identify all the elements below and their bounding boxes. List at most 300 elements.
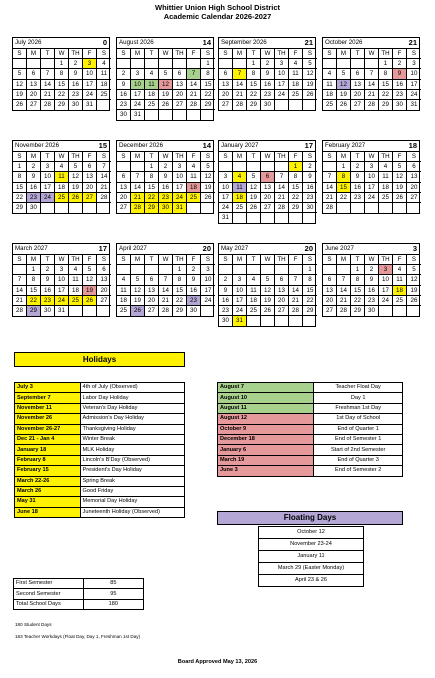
empty-day-cell <box>83 203 97 213</box>
weekday-label: F <box>187 152 201 162</box>
empty-day-cell <box>69 203 83 213</box>
empty-day-cell <box>379 203 393 213</box>
day-cell: 23 <box>219 306 233 316</box>
month-header <box>323 244 419 255</box>
day-cell: 19 <box>201 183 215 193</box>
month-school-day-count: 20 <box>304 244 313 253</box>
day-cell: 1 <box>145 162 159 172</box>
day-cell: 14 <box>289 286 303 296</box>
empty-day-cell <box>159 59 173 69</box>
day-cell: 8 <box>13 172 27 182</box>
holiday-name: Thanksgiving Holiday <box>80 424 184 434</box>
day-cell: 7 <box>289 275 303 285</box>
day-cell: 16 <box>261 80 275 90</box>
day-cell: 25 <box>55 193 69 203</box>
day-cell: 4 <box>247 275 261 285</box>
weekday-label: M <box>233 49 247 59</box>
day-cell: 22 <box>27 296 41 306</box>
day-cell: 8 <box>173 275 187 285</box>
weekday-label: S <box>13 255 27 265</box>
day-cell: 27 <box>219 100 233 110</box>
day-cell: 29 <box>27 306 41 316</box>
day-cell: 15 <box>145 183 159 193</box>
empty-day-cell <box>13 59 27 69</box>
day-cell: 9 <box>219 286 233 296</box>
day-cell: 22 <box>351 296 365 306</box>
day-cell: 23 <box>27 193 41 203</box>
day-cell: 30 <box>117 110 131 120</box>
day-cell: 20 <box>27 90 41 100</box>
day-cell: 27 <box>97 296 111 306</box>
day-cell: 13 <box>275 286 289 296</box>
day-cell: 18 <box>187 183 201 193</box>
day-cell: 1 <box>289 162 303 172</box>
weekday-label: W <box>159 49 173 59</box>
day-cell: 11 <box>233 183 247 193</box>
day-cell: 3 <box>83 59 97 69</box>
day-cell: 24 <box>219 203 233 213</box>
holiday-row <box>15 466 185 476</box>
day-cell: 15 <box>337 183 351 193</box>
holidays-title: Holidays <box>14 352 185 367</box>
holiday-name: Memorial Day Holiday <box>80 497 184 507</box>
weekday-label: T <box>247 152 261 162</box>
month-header <box>13 38 109 49</box>
month-header <box>13 244 109 255</box>
empty-day-cell <box>41 59 55 69</box>
weekday-label: F <box>187 49 201 59</box>
empty-day-cell <box>55 203 69 213</box>
day-cell: 9 <box>303 172 317 182</box>
weekday-label: S <box>117 152 131 162</box>
empty-day-cell <box>275 100 289 110</box>
weekday-label: S <box>97 255 111 265</box>
day-cell: 4 <box>233 172 247 182</box>
day-cell: 12 <box>13 80 27 90</box>
floating-day: April 23 & 26 <box>259 575 364 587</box>
empty-day-cell <box>117 59 131 69</box>
weekday-label: W <box>261 49 275 59</box>
day-cell: 4 <box>393 265 407 275</box>
day-cell: 25 <box>69 296 83 306</box>
day-cell: 21 <box>159 296 173 306</box>
day-cell: 8 <box>351 275 365 285</box>
day-cell: 2 <box>69 59 83 69</box>
month-name: April 2027 <box>119 245 147 252</box>
month-school-day-count: 0 <box>102 38 107 47</box>
day-cell: 28 <box>365 100 379 110</box>
day-cell: 12 <box>303 69 317 79</box>
day-cell: 14 <box>365 80 379 90</box>
day-cell: 1 <box>351 265 365 275</box>
day-cell: 23 <box>117 100 131 110</box>
weekday-label: T <box>145 152 159 162</box>
day-cell: 12 <box>261 286 275 296</box>
day-cell: 3 <box>55 265 69 275</box>
day-cell: 5 <box>83 265 97 275</box>
weekday-label: W <box>55 152 69 162</box>
day-cell: 25 <box>323 100 337 110</box>
day-cell: 27 <box>173 100 187 110</box>
day-cell: 3 <box>131 69 145 79</box>
empty-day-cell <box>365 203 379 213</box>
day-cell: 9 <box>117 80 131 90</box>
day-cell: 12 <box>69 172 83 182</box>
month-header <box>323 141 419 152</box>
holiday-date: September 7 <box>15 393 81 403</box>
empty-day-cell <box>323 59 337 69</box>
weekday-label: S <box>323 152 337 162</box>
empty-day-cell <box>393 203 407 213</box>
weekday-label: W <box>365 152 379 162</box>
event-row <box>218 445 403 455</box>
day-cell: 8 <box>337 172 351 182</box>
day-cell: 14 <box>323 183 337 193</box>
month-calendar <box>322 37 420 111</box>
empty-day-cell <box>247 265 261 275</box>
day-cell: 19 <box>407 286 421 296</box>
day-cell: 27 <box>351 100 365 110</box>
day-cell: 13 <box>83 172 97 182</box>
weekday-label: TH <box>173 152 187 162</box>
event-name: End of Semester 2 <box>314 466 403 476</box>
day-cell: 3 <box>379 265 393 275</box>
holiday-date: November 11 <box>15 403 81 413</box>
day-cell: 24 <box>83 90 97 100</box>
empty-day-cell <box>323 162 337 172</box>
day-cell: 15 <box>289 183 303 193</box>
day-cell: 31 <box>410 100 418 108</box>
floating-day: October 12 <box>259 527 364 539</box>
weekday-label: S <box>407 255 421 265</box>
day-cell: 31 <box>83 100 97 110</box>
day-cell: 25 <box>117 306 131 316</box>
day-cell: 15 <box>27 286 41 296</box>
day-cell: 22 <box>337 193 351 203</box>
weekday-label: S <box>117 49 131 59</box>
weekday-label: M <box>337 152 351 162</box>
weekday-label: TH <box>69 255 83 265</box>
day-cell: 11 <box>145 80 159 90</box>
weekday-label: TH <box>173 49 187 59</box>
day-cell: 2 <box>219 275 233 285</box>
month-name: October 2026 <box>325 39 363 46</box>
day-cell: 28 <box>275 203 289 213</box>
day-cell: 22 <box>289 193 303 203</box>
month-name: July 2026 <box>15 39 42 46</box>
empty-day-cell <box>117 162 131 172</box>
day-cell: 26 <box>69 193 83 203</box>
empty-day-cell <box>351 203 365 213</box>
day-cell: 22 <box>303 296 317 306</box>
month-name: May 2027 <box>221 245 249 252</box>
calendar-title: Academic Calendar 2026-2027 <box>163 12 272 21</box>
weekday-label: T <box>351 49 365 59</box>
day-cell: 19 <box>13 90 27 100</box>
month-header <box>117 141 213 152</box>
day-cell: 28 <box>41 100 55 110</box>
day-cell: 9 <box>261 69 275 79</box>
day-cell: 26 <box>303 90 317 100</box>
day-cell: 2 <box>365 265 379 275</box>
holiday-name: Veteran's Day Holiday <box>80 403 184 413</box>
day-cell: 23 <box>393 90 407 100</box>
day-cell: 12 <box>131 286 145 296</box>
weekday-label: S <box>13 152 27 162</box>
empty-day-cell <box>97 203 111 213</box>
day-cell: 16 <box>365 286 379 296</box>
day-cell: 30 <box>393 100 407 110</box>
day-cell: 24 <box>407 90 421 100</box>
empty-day-cell <box>187 110 201 120</box>
day-cell: 30 <box>159 203 173 213</box>
empty-day-cell <box>41 203 55 213</box>
empty-day-cell <box>365 59 379 69</box>
day-cell: 28 <box>337 306 351 316</box>
event-name: End of Semester 1 <box>314 434 403 444</box>
day-cell: 23 <box>351 193 365 203</box>
day-cell: 19 <box>247 193 261 203</box>
day-cell: 13 <box>145 286 159 296</box>
month-header <box>117 38 213 49</box>
day-cell: 18 <box>323 90 337 100</box>
day-cell: 5 <box>393 162 407 172</box>
day-cell: 3 <box>201 265 215 275</box>
weekday-label: W <box>55 49 69 59</box>
event-date: August 11 <box>218 403 314 413</box>
event-name: Teacher Float Day <box>314 383 403 393</box>
semester-label: Second Semester <box>14 589 84 599</box>
day-cell: 12 <box>247 183 261 193</box>
day-cell: 7 <box>41 69 55 79</box>
empty-day-cell <box>261 162 275 172</box>
day-cell: 7 <box>13 275 27 285</box>
floating-day: March 29 (Easter Monday) <box>259 563 364 575</box>
holiday-row <box>15 383 185 393</box>
holiday-name: Lincoln's B'Day (Observed) <box>80 455 184 465</box>
day-cell: 9 <box>365 275 379 285</box>
weekday-label: S <box>97 49 111 59</box>
day-cell: 27 <box>407 193 421 203</box>
weekday-label: S <box>303 152 317 162</box>
holiday-row <box>15 486 185 496</box>
weekday-label: F <box>187 255 201 265</box>
month-school-day-count: 21 <box>408 38 417 47</box>
day-cell: 1 <box>27 265 41 275</box>
month-school-day-count: 17 <box>98 244 107 253</box>
day-cell: 21 <box>41 90 55 100</box>
weekday-label: W <box>159 255 173 265</box>
day-cell: 9 <box>41 275 55 285</box>
day-cell: 19 <box>303 80 317 90</box>
day-cell: 16 <box>393 80 407 90</box>
holiday-name: Spring Break <box>80 476 184 486</box>
day-cell: 5 <box>261 275 275 285</box>
day-cell: 26 <box>131 306 145 316</box>
day-cell: 28 <box>13 306 27 316</box>
day-cell: 10 <box>407 69 421 79</box>
day-cell: 20 <box>117 193 131 203</box>
event-name: Day 1 <box>314 393 403 403</box>
day-cell: 25 <box>393 296 407 306</box>
month-calendar <box>12 243 110 317</box>
day-cell: 19 <box>159 90 173 100</box>
day-cell: 13 <box>173 80 187 90</box>
day-cell: 3 <box>219 172 233 182</box>
day-cell: 9 <box>351 172 365 182</box>
day-cell: 15 <box>247 80 261 90</box>
day-cell: 6 <box>83 162 97 172</box>
day-cell: 18 <box>97 80 111 90</box>
day-cell: 30 <box>261 100 275 110</box>
holiday-date: January 18 <box>15 445 81 455</box>
day-cell: 16 <box>351 183 365 193</box>
day-cell: 27 <box>323 306 337 316</box>
semester-label: Total School Days <box>14 599 84 609</box>
day-cell: 30 <box>219 316 233 326</box>
month-calendar <box>218 140 316 224</box>
empty-day-cell <box>201 110 215 120</box>
day-cell: 2 <box>159 162 173 172</box>
day-cell: 16 <box>159 183 173 193</box>
day-cell: 26 <box>83 296 97 306</box>
event-date: August 7 <box>218 383 314 393</box>
day-cell: 18 <box>289 80 303 90</box>
empty-day-cell <box>173 59 187 69</box>
empty-day-cell <box>407 203 421 213</box>
empty-day-cell <box>233 59 247 69</box>
day-cell: 6 <box>219 69 233 79</box>
weekday-label: F <box>289 152 303 162</box>
holiday-row <box>15 414 185 424</box>
day-cell: 23 <box>261 90 275 100</box>
day-cell: 3 <box>233 275 247 285</box>
empty-day-cell <box>303 316 317 326</box>
weekday-label: M <box>337 49 351 59</box>
day-cell: 11 <box>247 286 261 296</box>
day-cell: 18 <box>233 193 247 203</box>
holiday-row <box>15 476 185 486</box>
day-cell: 16 <box>27 183 41 193</box>
empty-day-cell <box>187 203 201 213</box>
month-calendar <box>322 140 420 214</box>
weekday-label: S <box>407 49 421 59</box>
day-cell: 28 <box>187 100 201 110</box>
day-cell: 18 <box>117 296 131 306</box>
day-cell: 29 <box>13 203 27 213</box>
event-row <box>218 414 403 424</box>
day-cell: 11 <box>187 172 201 182</box>
weekday-label: S <box>323 49 337 59</box>
weekday-label: M <box>27 152 41 162</box>
empty-day-cell <box>13 265 27 275</box>
day-cell: 5 <box>69 162 83 172</box>
day-cell: 21 <box>365 90 379 100</box>
day-cell: 2 <box>187 265 201 275</box>
day-cell: 10 <box>83 69 97 79</box>
day-cell: 23 <box>303 193 317 203</box>
event-date: December 18 <box>218 434 314 444</box>
day-cell: 30 <box>41 306 55 316</box>
empty-day-cell <box>159 265 173 275</box>
event-row <box>218 383 403 393</box>
day-cell: 28 <box>323 203 337 213</box>
day-cell: 7 <box>275 172 289 182</box>
day-cell: 6 <box>173 69 187 79</box>
day-cell: 1 <box>337 162 351 172</box>
day-cell: 21 <box>13 296 27 306</box>
semester-row <box>14 599 144 609</box>
month-name: June 2027 <box>325 245 354 252</box>
event-name: End of Quarter 3 <box>314 455 403 465</box>
day-cell: 30 <box>69 100 83 110</box>
weekday-label: S <box>323 255 337 265</box>
day-cell: 24 <box>41 193 55 203</box>
day-cell: 22 <box>247 90 261 100</box>
day-cell: 3 <box>173 162 187 172</box>
empty-day-cell <box>323 265 337 275</box>
weekday-label: W <box>261 255 275 265</box>
day-cell: 8 <box>289 172 303 182</box>
day-cell: 16 <box>303 183 317 193</box>
holiday-date: November 26 <box>15 414 81 424</box>
day-cell: 27 <box>145 306 159 316</box>
day-cell: 29 <box>55 100 69 110</box>
student-days-note: 180 Student Days <box>15 622 52 627</box>
day-cell: 21 <box>337 296 351 306</box>
day-cell: 4 <box>69 265 83 275</box>
event-date: March 19 <box>218 455 314 465</box>
empty-day-cell <box>275 316 289 326</box>
day-cell: 6 <box>117 172 131 182</box>
empty-day-cell <box>261 265 275 275</box>
empty-day-cell <box>275 265 289 275</box>
day-cell: 24 <box>173 193 187 203</box>
semester-day-count: 85 <box>83 579 143 589</box>
empty-day-cell <box>131 59 145 69</box>
event-name: 1st Day of School <box>314 414 403 424</box>
holiday-name: 4th of July (Observed) <box>80 383 184 393</box>
weekday-label: TH <box>379 255 393 265</box>
day-cell: 21 <box>233 90 247 100</box>
day-cell: 13 <box>261 183 275 193</box>
day-cell: 14 <box>131 183 145 193</box>
weekday-label: T <box>351 152 365 162</box>
day-cell: 25 <box>289 90 303 100</box>
empty-day-cell <box>337 265 351 275</box>
day-cell: 3 <box>275 59 289 69</box>
day-cell: 16 <box>219 296 233 306</box>
day-cell: 5 <box>13 69 27 79</box>
day-cell: 11 <box>55 172 69 182</box>
day-cell: 25 <box>145 100 159 110</box>
day-cell: 9 <box>393 69 407 79</box>
day-cell: 26 <box>247 203 261 213</box>
weekday-label: TH <box>275 152 289 162</box>
day-cell: 19 <box>83 286 97 296</box>
weekday-label: W <box>365 255 379 265</box>
weekday-label: TH <box>69 49 83 59</box>
empty-day-cell <box>289 100 303 110</box>
semester-label: First Semester <box>14 579 84 589</box>
empty-day-cell <box>233 213 247 223</box>
month-header <box>117 244 213 255</box>
day-cell: 7 <box>187 69 201 79</box>
day-cell: 21 <box>275 193 289 203</box>
day-cell: 29 <box>201 100 215 110</box>
weekday-label: T <box>41 152 55 162</box>
empty-day-cell <box>351 59 365 69</box>
